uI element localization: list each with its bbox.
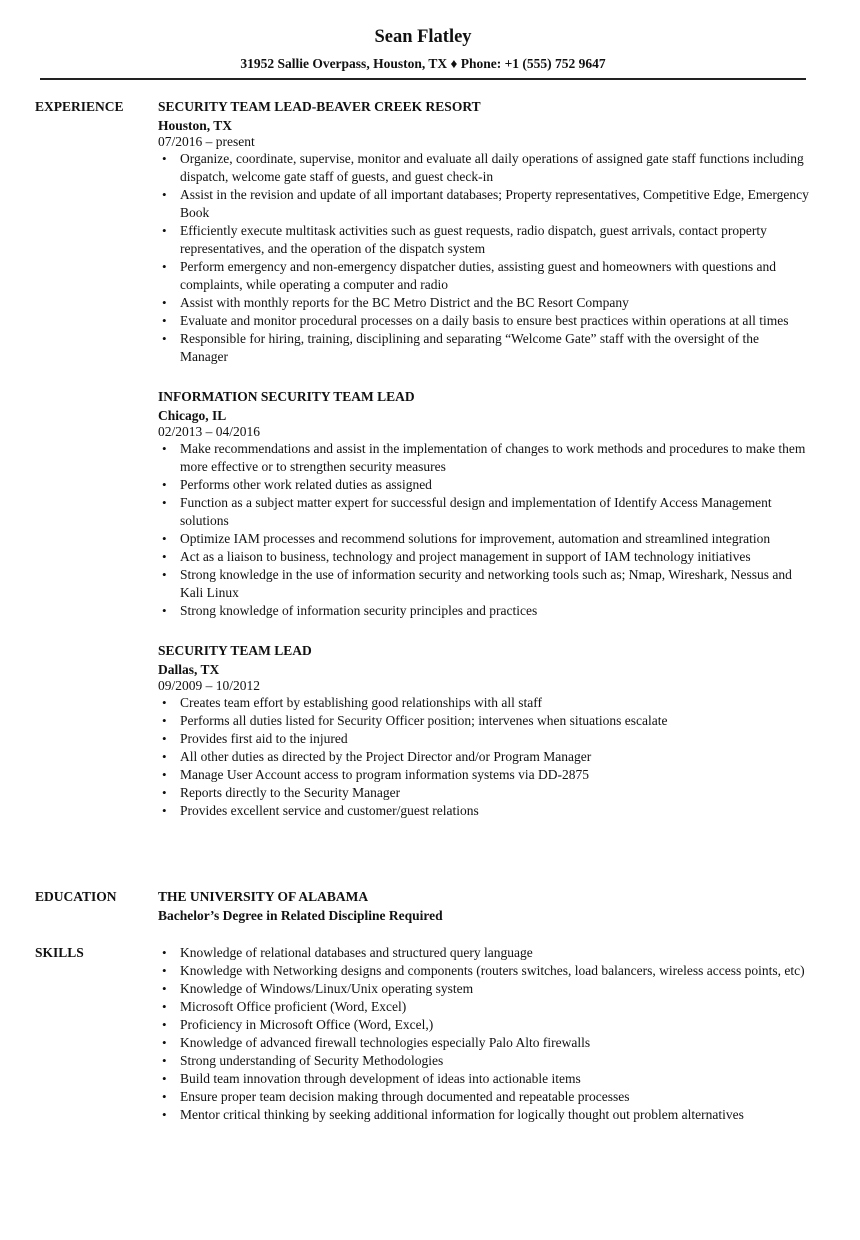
resume-header: [0, 26, 846, 72]
skill-item: • Proficiency in Microsoft Office (Word, Excel,): [158, 1016, 810, 1034]
duty-item: • Optimize IAM processes and recommend solutions for improvement, automation and streamlined integration: [158, 530, 810, 548]
school-name: THE UNIVERSITY OF ALABAMA: [158, 889, 369, 904]
duty-item: • Performs all duties listed for Security Officer position; intervenes when situations escalate: [158, 712, 810, 730]
education-heading: EDUCATION: [35, 889, 117, 904]
job-title: INFORMATION SECURITY TEAM LEAD: [158, 389, 415, 404]
duty-item: • Strong knowledge of information security principles and practices: [158, 602, 810, 620]
skill-item: • Knowledge with Networking designs and components (routers switches, load balancers, wireless access points, etc): [158, 962, 810, 980]
duty-item: • Act as a liaison to business, technology and project management in support of IAM technology initiatives: [158, 548, 810, 566]
duty-item: • Function as a subject matter expert for successful design and implementation of Identify Access Management solutions: [158, 494, 810, 530]
job-title: SECURITY TEAM LEAD-BEAVER CREEK RESORT: [158, 99, 481, 114]
job-location: Houston, TX: [158, 118, 233, 133]
duty-item: • Evaluate and monitor procedural processes on a daily basis to ensure best practices within operations at all times: [158, 312, 810, 330]
duty-item: • Perform emergency and non-emergency dispatcher duties, assisting guest and homeowners with questions and complaints, while operating a computer and radio: [158, 258, 810, 294]
job-dates: 02/2013 – 04/2016: [158, 424, 261, 439]
header-divider: [40, 78, 806, 80]
skill-item: • Microsoft Office proficient (Word, Excel): [158, 998, 810, 1016]
skill-item: • Knowledge of Windows/Linux/Unix operating system: [158, 980, 810, 998]
duty-item: • Assist in the revision and update of all important databases; Property representatives, Competitive Edge, Emergency Book: [158, 186, 810, 222]
duty-item: • Responsible for hiring, training, disciplining and separating “Welcome Gate” staff with the oversight of the Manager: [158, 330, 810, 366]
skills-heading: SKILLS: [35, 945, 84, 960]
job-entry: [158, 98, 810, 366]
job-duties-list: [158, 694, 810, 820]
skill-item: • Mentor critical thinking by seeking additional information for logically thought out problem alternatives: [158, 1106, 810, 1124]
duty-item: • Strong knowledge in the use of information security and networking tools such as; Nmap, Wireshark, Nessus and Kali Linux: [158, 566, 810, 602]
duty-item: • Efficiently execute multitask activities such as guest requests, radio dispatch, guest arrivals, contact property representatives, and the operation of the dispatch system: [158, 222, 810, 258]
duty-item: • Creates team effort by establishing good relationships with all staff: [158, 694, 810, 712]
duty-item: • Performs other work related duties as assigned: [158, 476, 810, 494]
duty-item: • All other duties as directed by the Project Director and/or Program Manager: [158, 748, 810, 766]
skill-item: • Knowledge of relational databases and structured query language: [158, 944, 810, 962]
duty-item: • Assist with monthly reports for the BC Metro District and the BC Resort Company: [158, 294, 810, 312]
experience-heading: EXPERIENCE: [35, 99, 124, 114]
job-duties-list: [158, 440, 810, 620]
job-location: Dallas, TX: [158, 662, 220, 677]
duty-item: • Provides first aid to the injured: [158, 730, 810, 748]
job-dates: 09/2009 – 10/2012: [158, 678, 261, 693]
duty-item: • Organize, coordinate, supervise, monitor and evaluate all daily operations of assigned gate staff functions including dispatch, welcome gate staff of guests, and guest check-in: [158, 150, 810, 186]
skill-item: • Build team innovation through development of ideas into actionable items: [158, 1070, 810, 1088]
duty-item: • Reports directly to the Security Manager: [158, 784, 810, 802]
job-entry: [158, 388, 810, 620]
job-title: SECURITY TEAM LEAD: [158, 643, 312, 658]
duty-item: • Provides excellent service and customer/guest relations: [158, 802, 810, 820]
skill-item: • Strong understanding of Security Methodologies: [158, 1052, 810, 1070]
job-location: Chicago, IL: [158, 408, 227, 423]
degree: Bachelor’s Degree in Related Discipline Required: [158, 908, 443, 923]
duty-item: • Manage User Account access to program information systems via DD-2875: [158, 766, 810, 784]
duty-item: • Make recommendations and assist in the implementation of changes to work methods and procedures to make them more effective or to strengthen security measures: [158, 440, 810, 476]
skill-item: • Knowledge of advanced firewall technologies especially Palo Alto firewalls: [158, 1034, 810, 1052]
skills-list: [158, 944, 810, 1124]
candidate-name: Sean Flatley: [374, 27, 472, 47]
job-entry: [158, 642, 810, 820]
skill-item: • Ensure proper team decision making through documented and repeatable processes: [158, 1088, 810, 1106]
job-duties-list: [158, 150, 810, 366]
contact-line: 31952 Sallie Overpass, Houston, TX ♦ Phone: +1 (555) 752 9647: [240, 56, 606, 71]
job-dates: 07/2016 – present: [158, 134, 255, 149]
